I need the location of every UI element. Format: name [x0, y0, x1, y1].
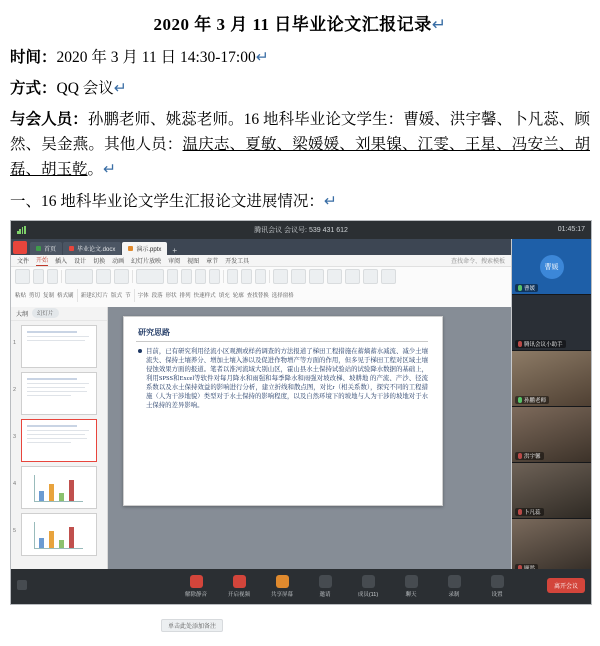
- settings-button[interactable]: [477, 573, 517, 600]
- microphone-muted-icon: [518, 453, 522, 459]
- participant-name: 卜凡蕊: [515, 508, 544, 516]
- wps-tab-bar: [11, 239, 511, 255]
- time-label: 时间：: [10, 49, 57, 66]
- bullet-icon: [138, 349, 142, 353]
- pilcrow-mark: ↵: [113, 80, 127, 98]
- participant-item[interactable]: [512, 407, 591, 463]
- camera-icon: [233, 575, 246, 588]
- ribbon-italic-button[interactable]: [195, 269, 206, 284]
- thumb-number-1: 1: [13, 339, 17, 346]
- ribbon-font-size-select[interactable]: [167, 269, 178, 284]
- ribbon-label-font: 字体: [137, 293, 149, 300]
- thumbnail-panel-header: [11, 307, 107, 321]
- menu-item-review[interactable]: 审阅: [168, 258, 181, 265]
- ribbon-label-arrange: 排列: [179, 293, 191, 300]
- pilcrow-mark: ↵: [323, 192, 337, 210]
- list-item[interactable]: [13, 466, 97, 509]
- wps-ribbon: [11, 267, 511, 308]
- wps-tab-ppt[interactable]: [122, 242, 167, 255]
- chat-icon: [405, 575, 418, 588]
- wps-new-tab-button[interactable]: +: [172, 245, 178, 255]
- pilcrow-mark: ↵: [103, 161, 117, 179]
- share-screen-icon: [276, 575, 289, 588]
- record-button[interactable]: [434, 573, 474, 600]
- ribbon-bold-button[interactable]: [181, 269, 192, 284]
- menu-item-transition[interactable]: 切换: [93, 258, 106, 265]
- network-icon: [17, 580, 27, 590]
- slide-thumbnail-panel: [11, 307, 108, 569]
- chat-button[interactable]: [391, 573, 431, 600]
- ribbon-align-center-button[interactable]: [241, 269, 252, 284]
- meeting-timer: 01:45:17: [557, 226, 585, 234]
- ribbon-underline-button[interactable]: [209, 269, 220, 284]
- share-screen-button[interactable]: [262, 573, 302, 600]
- ribbon-paste-button[interactable]: [15, 269, 30, 284]
- participant-list: [512, 239, 591, 569]
- ribbon-label-selectpane: 选择窗格: [271, 293, 294, 300]
- attendees-value: 孙鹏老师、姚蕊老师。16 地科毕业论文学生：曹媛、洪宇馨、卜凡蕊、顾然、吴金燕。其他人员：: [10, 111, 590, 154]
- meeting-id-label: 腾讯会议 会议号: 539 431 612: [254, 226, 348, 234]
- mute-toggle-label: 解除静音: [184, 591, 207, 598]
- ribbon-arrange-button[interactable]: [291, 269, 306, 284]
- microphone-icon: [518, 397, 522, 403]
- participant-name: 孙鹏老师: [515, 396, 549, 404]
- ribbon-label-section: 节: [125, 293, 131, 300]
- wps-tab-home[interactable]: [30, 242, 62, 255]
- ribbon-shape-button[interactable]: [273, 269, 288, 284]
- list-item[interactable]: [13, 419, 97, 462]
- microphone-muted-icon: [518, 509, 522, 515]
- record-icon: [448, 575, 461, 588]
- leave-meeting-button[interactable]: 离开会议: [547, 578, 585, 593]
- pilcrow-mark: ↵: [255, 49, 269, 66]
- meeting-toolbar: [11, 569, 591, 604]
- ribbon-copy-button[interactable]: [47, 269, 58, 284]
- signal-icon: [17, 226, 26, 234]
- slide-title: 研究思路: [138, 327, 170, 337]
- menu-item-section[interactable]: 章节: [206, 258, 219, 265]
- list-item[interactable]: [13, 372, 97, 415]
- section-one-text: 一、16 地科毕业论文学生汇报论文进展情况：: [10, 192, 324, 210]
- participant-self[interactable]: [512, 239, 591, 295]
- page-title: 2020 年 3 月 11 日毕业论文汇报记录↵: [153, 15, 447, 34]
- participant-name: 曹媛: [515, 284, 538, 292]
- menu-item-file[interactable]: 文件: [17, 258, 30, 265]
- members-label: 成员(11): [357, 591, 379, 598]
- menu-item-design[interactable]: 设计: [74, 258, 87, 265]
- attendees-others: 温庆志、夏敏、梁媛媛、刘果镍、江雯、王星、冯安兰、胡磊、胡玉乾: [10, 136, 590, 179]
- ribbon-label-formatpainter: 格式刷: [57, 293, 74, 300]
- share-screen-label: 共享屏幕: [270, 591, 293, 598]
- settings-icon: [491, 575, 504, 588]
- menu-item-insert[interactable]: 插入: [55, 258, 68, 265]
- meeting-time-line: [10, 45, 590, 70]
- thumb-number-5: 5: [13, 527, 17, 534]
- section-one-line: [10, 189, 590, 214]
- slide-canvas[interactable]: [123, 316, 443, 506]
- attendees-line: [10, 107, 590, 182]
- invite-icon: [319, 575, 332, 588]
- time-value: 2020 年 3 月 11 日 14:30-17:00: [56, 49, 256, 66]
- ribbon-label-outline: 轮廓: [232, 293, 244, 300]
- participant-name: 腾讯会议小助手: [515, 340, 566, 348]
- wps-tab-doc-label: 毕业论文.docx: [77, 246, 116, 253]
- settings-label: 设置: [491, 591, 503, 598]
- pilcrow-mark: ↵: [431, 15, 447, 34]
- wps-tab-doc[interactable]: [63, 242, 121, 255]
- ribbon-search-input[interactable]: 查找命令、搜索模板: [450, 258, 505, 265]
- method-value: QQ 会议: [56, 80, 114, 98]
- ribbon-quickstyle-button[interactable]: [309, 269, 324, 284]
- members-icon: [362, 575, 375, 588]
- video-toggle-button[interactable]: [219, 573, 259, 600]
- ribbon-align-right-button[interactable]: [255, 269, 266, 284]
- list-item[interactable]: [13, 513, 97, 556]
- avatar: 曹媛: [540, 255, 564, 279]
- thumb-number-3: 3: [13, 433, 17, 440]
- ribbon-label-copy: 复制: [43, 293, 55, 300]
- ribbon-label-cut: 剪切: [29, 293, 41, 300]
- ribbon-layout-button[interactable]: [96, 269, 111, 284]
- toolbar-left-icons: [17, 580, 27, 590]
- ribbon-fill-button[interactable]: [327, 269, 342, 284]
- ribbon-align-left-button[interactable]: [227, 269, 238, 284]
- wps-logo-icon: [13, 241, 27, 254]
- method-label: 方式：: [10, 80, 57, 98]
- microphone-muted-icon: [518, 341, 522, 347]
- menu-item-view[interactable]: 视图: [187, 258, 200, 265]
- participant-item[interactable]: [512, 463, 591, 519]
- attendees-label: 与会人员：: [10, 111, 88, 129]
- menu-item-slideshow[interactable]: 幻灯片放映: [131, 258, 162, 265]
- mute-toggle-button[interactable]: [176, 573, 216, 600]
- wps-tab-home-label: 首页: [44, 246, 57, 253]
- video-toggle-label: 开启视频: [227, 591, 250, 598]
- participant-item[interactable]: [512, 351, 591, 407]
- ribbon-font-name-select[interactable]: [136, 269, 164, 284]
- ribbon-label-paragraph: 段落: [151, 293, 163, 300]
- ribbon-label-find: 查找替换: [246, 293, 269, 300]
- ribbon-label-paste: 粘贴: [15, 293, 27, 300]
- menu-item-animation[interactable]: 动画: [112, 258, 125, 265]
- microphone-icon: [190, 575, 203, 588]
- members-button[interactable]: [348, 573, 388, 600]
- ribbon-find-replace-button[interactable]: [363, 269, 378, 284]
- ribbon-cut-button[interactable]: [33, 269, 44, 284]
- ribbon-label-shape: 形状: [165, 293, 177, 300]
- tab-outline[interactable]: 大纲: [16, 311, 29, 318]
- ribbon-label-layout: 版式: [111, 293, 123, 300]
- participant-item[interactable]: [512, 519, 591, 575]
- ribbon-label-quickstyle: 快速样式: [193, 293, 216, 300]
- thumb-number-2: 2: [13, 386, 17, 393]
- participant-item[interactable]: [512, 295, 591, 351]
- add-note-placeholder[interactable]: 单击此处添加备注: [161, 619, 223, 632]
- attendees-tail: 。: [87, 161, 104, 179]
- record-label: 录制: [448, 591, 460, 598]
- slide-body-text: 目前，已有研究利用径流小区观测或样药调查的方法报道了梯田工程措施在蓄熵蓄水减流、减少土壤流失、保持土壤养分、增加土壤入渗以及促进作物增产等方面的作用，但多见于梯田工程对区域土壤侵蚀效果方面的报道。笔者以淮河流域大别山区，霍山县水土保持试验站的试验降水数据的基础上，利用SPSS和Excel等软件对每月降水和雨强和每季降水和雨强对坡改梯、坡耕地 的产流、产沙、径流系数以及水土保持效益的影响进行分析，建立折线和散点图，对比r（相关系数），探究不同的工程措施（人为干涉地貌）类型对于水土保持的影响程度，以及自然环境下的坡地与人为干涉的坡地对于水土保持的差异影响。: [146, 347, 428, 410]
- embedded-screenshot: [10, 220, 592, 630]
- menu-item-start[interactable]: 开始: [36, 255, 48, 266]
- menu-item-devtools[interactable]: 开发工具: [225, 258, 250, 265]
- meeting-method-line: [10, 76, 590, 101]
- ribbon-label-fill: 填充: [218, 293, 230, 300]
- chat-label: 聊天: [405, 591, 417, 598]
- wps-tab-ppt-label: 演示.pptx: [136, 246, 162, 253]
- tab-slides[interactable]: 幻灯片: [32, 308, 59, 318]
- wps-menu-bar: [11, 255, 511, 267]
- ribbon-label-newslide: 新建幻灯片: [80, 293, 109, 300]
- invite-button[interactable]: [305, 573, 345, 600]
- meeting-titlebar: [11, 221, 591, 239]
- ribbon-new-slide-button[interactable]: [65, 269, 93, 284]
- ribbon-outline-button[interactable]: [345, 269, 360, 284]
- ribbon-select-pane-button[interactable]: [381, 269, 396, 284]
- microphone-icon: [518, 285, 522, 291]
- invite-label: 邀请: [319, 591, 331, 598]
- ribbon-section-button[interactable]: [114, 269, 129, 284]
- thumb-number-4: 4: [13, 480, 17, 487]
- list-item[interactable]: [13, 325, 97, 368]
- participant-name: 洪宇馨: [515, 452, 544, 460]
